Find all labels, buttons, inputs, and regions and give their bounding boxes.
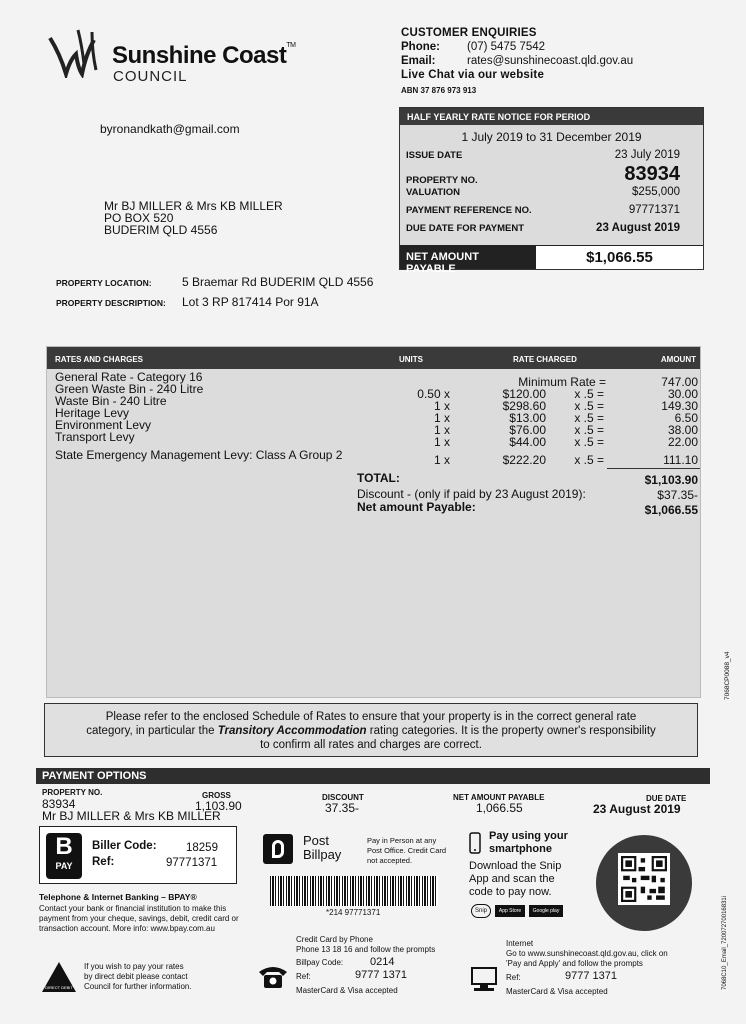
phone-ref-label: Ref: (296, 972, 311, 981)
qr-code-icon (618, 853, 670, 905)
qr-code-badge[interactable] (596, 835, 692, 931)
live-chat: Live Chat via our website (401, 69, 545, 81)
internet-title: Internet (506, 939, 534, 948)
charge-mult: x .5 = (574, 423, 604, 437)
due-label: DUE DATE (646, 794, 687, 803)
phone-number: (07) 5475 7542 (467, 41, 546, 53)
logo-council: COUNCIL (113, 68, 188, 85)
post-billpay-text: Pay in Person at any Post Office. Credit Card not accepted. (367, 836, 447, 865)
charge-mult: x .5 = (574, 399, 604, 413)
notice-row: PAYMENT REFERENCE NO. 97771371 (406, 204, 680, 216)
notice-row: DUE DATE FOR PAYMENT 23 August 2019 (406, 222, 680, 234)
charge-mult: x .5 = (574, 435, 604, 449)
net-payable-label: Net amount Payable: (357, 500, 476, 514)
notice-period: 1 July 2019 to 31 December 2019 (461, 130, 642, 144)
property-description-label: PROPERTY DESCRIPTION: (56, 298, 166, 308)
phone-cards: MasterCard & Visa accepted (296, 986, 398, 995)
notice-header: HALF YEARLY RATE NOTICE FOR PERIOD (400, 108, 703, 125)
charge-amount: 6.50 (674, 411, 698, 425)
discount-value: $37.35- (657, 488, 698, 502)
rates-header: RATES AND CHARGES UNITS RATE CHARGED AMOUNT (47, 347, 700, 369)
direct-debit-icon (40, 960, 78, 994)
notice-row: VALUATION $255,000 (406, 186, 680, 198)
net-amount-payable (400, 245, 703, 275)
google-play-badge[interactable]: Google play (529, 905, 563, 917)
charge-units: 1 x (433, 435, 450, 449)
biller-code: 18259 (186, 842, 218, 854)
internet-line: Go to www.sunshinecoast.qld.gov.au, click on 'Pay and Apply' and follow the prompts (506, 949, 668, 968)
charge-name: Heritage Levy (55, 406, 130, 420)
charge-name: Transport Levy (55, 430, 135, 444)
internet-ref: 9777 1371 (565, 970, 617, 982)
app-store-badge[interactable]: App Store (495, 905, 525, 917)
charge-units: 1 x (433, 411, 450, 425)
charge-amount: 30.00 (667, 387, 698, 401)
smartphone-icon (469, 832, 481, 854)
barcode-number: *214 97771371 (326, 908, 381, 917)
recipient-address (104, 200, 283, 236)
pay-property-label: PROPERTY NO. (42, 788, 103, 797)
property-location-label: PROPERTY LOCATION: (56, 278, 152, 288)
charge-rate: Minimum Rate = (518, 375, 606, 389)
bpay-section (39, 824, 241, 944)
net-label: NET AMOUNT PAYABLE (400, 245, 536, 269)
snip-badge[interactable]: Snip (471, 904, 491, 918)
bpay-box (39, 826, 237, 884)
charge-units: 1 x (433, 399, 450, 413)
bpay-ref: 97771371 (166, 857, 218, 869)
email-label: Email: (401, 55, 436, 67)
property-location: 5 Braemar Rd BUDERIM QLD 4556 (182, 275, 374, 289)
bpay-logo-icon: B PAY (46, 833, 82, 879)
post-billpay-name: Post Billpay (303, 833, 342, 862)
phone-ref: 9777 1371 (355, 969, 407, 981)
phone-pay-line: Phone 13 18 16 and follow the prompts (296, 945, 436, 954)
internet-ref-label: Ref: (506, 973, 521, 982)
charge-mult: x .5 = (574, 411, 604, 425)
total-rule (607, 468, 700, 469)
council-logo-icon (48, 24, 110, 78)
charge-mult: x .5 = (574, 453, 604, 467)
side-code-2: 7068C10_Email_72007270016831i (722, 895, 728, 990)
rates-and-charges (46, 346, 701, 698)
charge-amount: 22.00 (667, 435, 698, 449)
net-value: $1,066.55 (536, 245, 703, 269)
pay-property-no: 83934 (42, 797, 76, 811)
internet-cards: MasterCard & Visa accepted (506, 987, 608, 996)
phone-pay-title: Credit Card by Phone (296, 935, 373, 944)
recipient-email: byronandkath@gmail.com (100, 122, 240, 136)
discount-label-pay: DISCOUNT (322, 793, 364, 802)
post-logo-icon (263, 834, 293, 864)
charge-name: General Rate - Category 16 (55, 370, 203, 384)
bpay-title: Telephone & Internet Banking – BPAY® (39, 892, 197, 902)
charge-rate: $76.00 (509, 423, 546, 437)
telephone-icon (257, 964, 289, 990)
customer-enquiries (401, 26, 633, 98)
charge-amount: 747.00 (661, 375, 698, 389)
computer-icon (470, 966, 498, 992)
recipient-name: Mr BJ MILLER & Mrs KB MILLER (104, 199, 283, 213)
charge-rate: $120.00 (502, 387, 546, 401)
charge-name: Environment Levy (55, 418, 152, 432)
pay-owner: Mr BJ MILLER & Mrs KB MILLER (42, 809, 221, 823)
enquiries-email: rates@sunshinecoast.qld.gov.au (467, 55, 634, 67)
enquiries-title: CUSTOMER ENQUIRIES (401, 27, 537, 39)
charge-amount: 38.00 (667, 423, 698, 437)
net-label-pay: NET AMOUNT PAYABLE (453, 793, 545, 802)
net-value-pay: 1,066.55 (476, 801, 523, 815)
discount-value-pay: 37.35- (325, 801, 360, 815)
charge-rate: $222.20 (502, 453, 546, 467)
direct-debit-label: DIRECT DEBIT (45, 985, 73, 990)
charge-rate: $44.00 (509, 435, 546, 449)
charge-name: Waste Bin - 240 Litre (55, 394, 167, 408)
notice-row: ISSUE DATE 23 July 2019 (406, 149, 680, 161)
address-line-1: PO BOX 520 (104, 211, 174, 225)
charge-mult: x .5 = (574, 387, 604, 401)
abn: ABN 37 876 973 913 (401, 86, 477, 95)
billpay-code-label: Billpay Code: (296, 958, 344, 967)
payment-barcode (270, 876, 438, 906)
notice-row: PROPERTY NO. 83934 (406, 163, 680, 186)
bpay-text: Contact your bank or financial institution to make this payment from your cheque, savings, debit, credit card or transaction account. More info: www.bpay.com.au (39, 904, 239, 933)
phone-label: Phone: (401, 41, 440, 53)
snip-title: Pay using your smartphone (489, 830, 568, 855)
address-line-2: BUDERIM QLD 4556 (104, 223, 218, 237)
charge-rate: $298.60 (502, 399, 546, 413)
billpay-code: 0214 (370, 956, 395, 968)
total-value: $1,103.90 (644, 473, 698, 487)
charge-units: 1 x (433, 453, 450, 467)
payment-options-header: PAYMENT OPTIONS (36, 768, 710, 784)
logo-name: Sunshine Coast™ (112, 42, 296, 69)
discount-label: Discount - (only if paid by 23 August 2019): (357, 487, 586, 501)
biller-code-label: Biller Code: (92, 840, 157, 852)
charge-units: 1 x (433, 423, 450, 437)
gross-value: 1,103.90 (195, 799, 242, 813)
charge-name: Green Waste Bin - 240 Litre (55, 382, 204, 396)
charge-name: State Emergency Management Levy: Class A Group 2 (55, 448, 343, 462)
direct-debit-text: If you wish to pay your rates by direct debit please contact Council for further information. (84, 962, 192, 991)
schedule-note: Please refer to the enclosed Schedule of Rates to ensure that your property is in the correct general rate category, in particular the Transitory Accommodation rating categories. It is the property owner's responsibility to confirm all rates and charges are correct. (44, 703, 698, 757)
logo-tm: TM (286, 42, 296, 49)
total-label: TOTAL: (357, 471, 400, 485)
rate-notice-box (399, 107, 704, 275)
side-code-1: 7068CP0088_v4 (724, 651, 731, 700)
snip-text: Download the Snip App and scan the code to pay now. (469, 860, 562, 898)
charge-amount: 111.10 (663, 453, 698, 467)
due-date: 23 August 2019 (593, 802, 681, 816)
charge-rate: $13.00 (509, 411, 546, 425)
charge-amount: 149.30 (661, 399, 698, 413)
property-description: Lot 3 RP 817414 Por 91A (182, 295, 319, 309)
charge-units: 0.50 x (417, 387, 450, 401)
gross-label: GROSS (202, 791, 231, 800)
net-payable-value: $1,066.55 (644, 503, 698, 517)
bpay-ref-label: Ref: (92, 856, 115, 868)
